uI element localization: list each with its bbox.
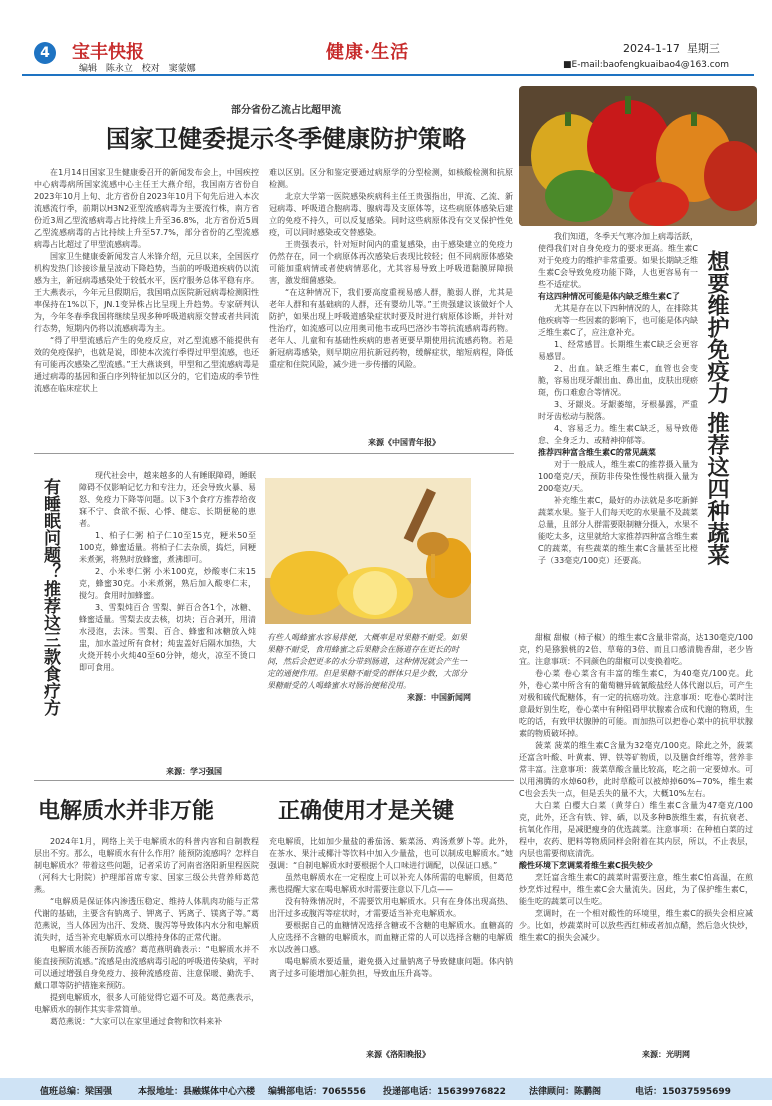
header-rule [22, 74, 754, 76]
article2-paragraph: 尤其是存在以下四种情况的人，在排除其他疾病等一些因素的影响下，也可能是体内缺乏维生素C了，应注意补充。 [538, 304, 698, 337]
article4-paragraph: 虽然电解质水在一定程度上可以补充人体所需的电解质，但葛范燕也提醒大家在喝电解质水时需要注意以下几点—— [269, 873, 513, 894]
footer-address: 本报地址：县融媒体中心六楼 [138, 1087, 256, 1097]
article2-title: 想要维护免疫力 推荐这四种蔬菜 [704, 250, 730, 566]
section-divider [34, 453, 514, 454]
article1-paragraph: 王贵强表示，针对短时间内的重复感染，由于感染建立的免疫力仍然存在，同一个病原体再次感染后表现比较轻；但不同病原体感染可能加重病情或者使病情恶化，尤其容易导致上呼吸道黏膜屏障损害，激发细菌感染。 [269, 240, 513, 285]
article4-paragraph: 葛范燕说：“大家可以在家里通过食物和饮料来补 [50, 1017, 223, 1026]
article2-vegetable-sweet-pepper: 甜椒 甜椒（柿子椒）的维生素C含量非常高，达130毫克/100克，约是猕猴桃的2倍、草莓的3倍、而且口感清脆香甜，老少皆宜。注意事项：不同颜色的甜椒可以变换着吃。 [519, 633, 753, 666]
photo-caption [267, 632, 471, 704]
article3-source: 来源：学习强国 [166, 767, 222, 776]
article4-paragraph: 要根据自己的血糖情况选择含糖或不含糖的电解质水。血糖高的人应选择不含糖的电解质水，而血糖正常的人可以选择含糖的电解质水以改善口感。 [269, 921, 513, 954]
article2-vegetable-cabbage: 卷心菜 卷心菜含有丰富的维生素C，为40毫克/100克。此外，卷心菜中所含有的葡萄糖异硫氰酸盐经人体代谢以后，可产生对极和硫代配糖体，有一定的抗癌功效。注意事项：吃卷心菜时注意最好别生吃，卷心菜中有种阻碍甲状腺素合成和代谢的物质，生吃的话，有致甲状腺肿的可能。而加热可以把卷心菜中的抗甲状腺素的物质破坏掉。 [519, 669, 753, 738]
article2-list-item: 3、牙龈炎。牙龈萎缩，牙根暴露，严重时牙齿松动与脱落。 [538, 400, 698, 421]
article4-source: 来源《洛阳晚报》 [366, 1050, 430, 1059]
article1-title: 国家卫健委提示冬季健康防护策略 [106, 124, 466, 153]
article3-recipe: 3、雪梨炖百合 雪梨、鲜百合各1个，冰糖、蜂蜜适量。雪梨去皮去核，切块；百合剥开，用清水浸泡，去沫。雪梨、百合、蜂蜜和冰糖放入炖盅，加水盖过所有食材；炖盅盖好后隔水加热，大火烧开转小火炖40至60分钟，熄火，凉至不烫口即可食用。 [79, 603, 256, 672]
masthead-logo: 宝丰快报 [72, 42, 144, 63]
footer-phone: 电话：15037595699 [635, 1087, 731, 1097]
article1-paragraph: “在这种情况下，我们要高度重视易感人群，脆弱人群，尤其是老年人群和有基础病的人群，还有婴幼儿等。”王贵强建议该做好个人防护，如果出现上呼吸道感染症状时要及时进行病原体诊断，并针对性治疗，如流感可以应用奥司他韦或玛巴洛沙韦等抗流感病毒药物。老年人、儿童和有基础性疾病的患者更要早期使用抗流感药物。若是新冠病毒感染，则早期应用抗新冠药物，缓解症状，缩短病程，降低重症和住院风险，减少进一步传播的风险。 [269, 288, 513, 369]
footer-legal-advisor: 法律顾问：陈鹏阁 [529, 1087, 602, 1097]
peppers-photo [519, 86, 757, 226]
article2-paragraph: 我们知道，冬季天气寒冷加上病毒活跃，使得我们对自身免疫力的要求更高。维生素C对于免疫力的维护非常重要。如果长期缺乏维生素C会导致免疫功能下降，人也更容易有一些不适症状。 [538, 232, 698, 289]
article2-list-item: 1、经常感冒。长期维生素C缺乏会更容易感冒。 [538, 340, 698, 361]
article4-paragraph: 电解质水能否预防流感？葛范燕明确表示：“电解质水并不能直接预防流感。”流感是由流感病毒引起的呼吸道传染病，平时可以通过增强自身免疫力、接种流感疫苗、注意保暖、勤洗手、戴口罩等防护措施来预防。 [34, 945, 259, 990]
article2-subheading: 酸性环境下烹调菜肴维生素C损失较少 [519, 861, 653, 870]
article1-paragraph: “得了甲型流感后产生的免疫反应，对乙型流感不能提供有效的免疫保护，也就是说，即使本次流行季得过甲型流感，也还有可能再次感染乙型流感。”王大燕谈到，甲型和乙型流感病毒是通过病毒的基因和蛋白序列特征加以区分的，它们造成的季节性流感在临床症状上 [34, 336, 259, 393]
article2-paragraph: 烹调时，在一个相对酸性的环境里，维生素C的损失会相应减少。比如，炒蔬菜时可以放些西红柿或者加点醋，然后急火快炒，维生素C的损失会减少。 [519, 909, 753, 942]
article4-paragraph: 喝电解质水要适量，避免摄入过量钠离子导致健康问题。体内钠离子过多可能增加心脏负担，导致血压升高等。 [269, 957, 513, 978]
article3-body [79, 470, 256, 764]
article2-list-item: 2、出血。缺乏维生素C，血管也会变脆，容易出现牙龈出血、鼻出血，皮肤出现瘀斑，伤口难愈合等情况。 [538, 364, 698, 397]
article1-source: 来源《中国青年报》 [368, 438, 440, 447]
section-title: 健康·生活 [326, 42, 410, 63]
footer-editor-in-charge: 值班总编：梁国强 [40, 1087, 113, 1097]
editor-name: 陈永立 [105, 64, 133, 74]
article1-paragraph: 在1月14日国家卫生健康委召开的新闻发布会上，中国疾控中心病毒病所国家流感中心主任王大燕介绍，我国南方省份自2023年10月上旬、北方省份自2023年10月下旬先后进入本次流感流行季，前期以H3N2亚型流感病毒为主要流行株，南方省份近3周乙型流感病毒占比持续上升至36.8%，北方省份近5周乙型流感病毒的占比持续上升至57.7%，部分省份的乙型流感病毒占比超过了甲型流感病毒。 [34, 168, 259, 249]
article2-col1 [538, 231, 698, 652]
article1-kicker: 部分省份乙流占比超甲流 [231, 105, 341, 116]
article4-title [38, 794, 598, 825]
article4-paragraph: “电解质是保证体内渗透压稳定、维持人体肌肉功能与正常代谢的基础，主要含有钠离子、钾离子、钙离子、镁离子等。”葛范燕说，当人体因为出汗、发烧、腹泻等导致体内水分和电解质流失时，适当补充电解质水可以维持身体的正常代谢。 [34, 897, 259, 942]
article3-recipe: 2、小米枣仁粥 小米100克，炒酸枣仁末15克，蜂蜜30克。小米煮粥，熟后加入酸枣仁末，搅匀。食用时加蜂蜜。 [79, 567, 256, 600]
page-number-badge: 4 [34, 42, 56, 64]
article2-list-item: 4、容易乏力。维生素C缺乏，易导致倦怠、全身乏力、或精神抑郁等。 [538, 424, 698, 445]
article4-title-part2: 正确使用才是关键 [278, 798, 455, 824]
caption-source: 来源：中国新闻网 [407, 693, 471, 702]
article1-paragraph: 北京大学第一医院感染疾病科主任王贵强指出，甲流、乙流、新冠病毒、呼吸道合胞病毒、腺病毒及支原体等，这些病原体感染后建立的免疫不持久，可以反复感染。同时这些病原体没有交叉保护性免疫，可以同时感染或交替感染。 [269, 192, 513, 237]
article2-vegetable-spinach: 菠菜 菠菜的维生素C含量为32毫克/100克。除此之外，菠菜还富含叶酸、叶黄素、钾、铁等矿物质，以及膳食纤维等，营养非常丰富。注意事项：菠菜草酸含量比较高，吃之前一定要焯水。可以用沸腾的水焯60秒，此时草酸可以被焯掉60%~70%，维生素C也会丢失一点，但是丢失的量不大，大概10%左右。 [519, 741, 753, 798]
issue-date [623, 40, 720, 56]
article2-vegetable-chinese-cabbage: 大白菜 白樱大白菜（黄芽白）维生素C含量为47毫克/100克，此外，还含有铁、锌、硒，以及多种B族维生素，有抗衰老、抗氧化作用，是减肥瘦身的优选蔬菜。注意事项：在种植白菜的过程中，农药、肥料等物质同样会附着在其内层，所以，不止表层，内层也需要彻底清洗。 [519, 801, 753, 858]
article3-paragraph: 现代社会中，越来越多的人有睡眠障碍，睡眠障碍不仅影响记忆力和专注力，还会导致火暴、易怒、免疫力下降等问题。以下3个食疗方推荐给夜寐不宁、食欲不振、心悸、健忘、长期便秘的患者。 [79, 471, 256, 528]
article4-title-part1: 电解质水并非万能 [38, 798, 215, 824]
caption-text: 有些人喝蜂蜜水容易排便，大概率是对果糖不耐受。如果果糖不耐受，食用蜂蜜之后果糖会在肠道存在更长的时间，然后会把更多的水分带到肠道，这种情况就会产生一定的通便作用。但是果糖不耐受的群体只是少数，大部分果糖耐受的人喝蜂蜜水对肠治便秘没用。 [267, 633, 467, 690]
article2-paragraph: 对于一般成人，维生素C的推荐摄入量为100毫克/天，预防非传染性慢性病摄入量为200毫克/天。 [538, 460, 698, 493]
article4-col1 [34, 836, 259, 1061]
footer-bar [0, 1078, 772, 1100]
article2-subheading: 有这四种情况可能是体内缺乏维生素C了 [538, 292, 680, 301]
honey-lemon-photo [265, 478, 471, 624]
article1-paragraph: 难以区别。区分和鉴定要通过病原学的分型检测，如核酸检测和抗原检测。 [269, 168, 513, 189]
article2-paragraph: 补充维生素C，最好的办法就是多吃新鲜蔬菜水果。鉴于人们每天吃的水果量不及蔬菜总量，且部分人群需要限制糖分摄入，水果不能吃太多，这里就给大家推荐四种富含维生素C的蔬菜，有些蔬菜的维生素C含量甚至比橙子（33毫克/100克）还要高。 [538, 496, 698, 565]
article3-title: 有睡眠问题？推荐这三款食疗方 [40, 478, 60, 716]
editor-label: 编辑 [79, 64, 98, 74]
article2-col2 [519, 632, 753, 1032]
editors-line [79, 61, 202, 74]
article4-col2 [269, 836, 513, 1044]
weekday-value: 星期三 [686, 42, 720, 55]
footer-editorial-phone: 编辑部电话：7065556 [268, 1087, 366, 1097]
footer-delivery-phone: 投递部电话：15639976822 [383, 1087, 506, 1097]
article3-recipe: 1、柏子仁粥 柏子仁10至15克，粳米50至100克，蜂蜜适量。将柏子仁去杂质，捣烂，同粳米煮粥，将熟时放蜂蜜，煮沸即可。 [79, 531, 256, 564]
article4-paragraph: 提到电解质水，很多人可能觉得它逼不可及。葛范燕表示，电解质水的制作其实非常简单。 [34, 993, 259, 1014]
article2-subheading: 推荐四种富含维生素C的常见蔬菜 [538, 448, 656, 457]
article2-source: 来源：光明网 [642, 1050, 690, 1059]
proof-name: 窦蒙娜 [168, 64, 196, 74]
article1-paragraph: 国家卫生健康委新闻发言人米锋介绍，元旦以来，全国医疗机构发热门诊接诊量呈波动下降趋势，当前的呼吸道疾病仍以流感为主，新冠病毒感染处于较低水平，医疗服务总体平稳有序。王大燕表示，今年元旦假期后，我国哨点医院新冠病毒检测阳性率保持在1%以下，JN.1变异株占比呈现上升趋势。专家研判认为，今年冬春季我国将继续呈现多种呼吸道病原交替或者共同流行态势，短期内仍将以流感病毒为主。 [34, 252, 259, 333]
email-line: ■E-mail:baofengkuaibao4@163.com [563, 60, 729, 70]
section-divider [34, 780, 514, 781]
peppers-illustration [519, 86, 757, 226]
proof-label: 校对 [141, 64, 160, 74]
honey-lemon-illustration [265, 478, 471, 624]
article4-paragraph: 2024年1月，网络上关于电解质水的科普内容和自制教程层出不穷。那么，电解质水有什么作用？能预防流感吗？怎样自制电解质水？带着这些问题，记者采访了河南省洛阳新里程医院（河科大七附院）护理部首席专家、国家三级公共营养师葛范燕。 [34, 837, 259, 894]
article1-col2 [269, 167, 513, 435]
article2-paragraph: 烹饪富含维生素C的蔬菜时需要注意，维生素C怕高温，在煎炒烹炸过程中，维生素C会大量流失。因此，为了保护维生素C，能生吃的蔬菜可以生吃。 [519, 873, 753, 906]
article4-paragraph: 充电解质，比如加少量盐的番茄汤、紫菜汤、鸡汤煮萝卜等。此外，在茶水、果汁或椰汁等饮料中加入少量盐，也可以制成电解质水。”她强调：“自制电解质水时要根据个人口味进行调配，以保证口感。” [269, 837, 513, 870]
article1-col1 [34, 167, 259, 479]
article4-paragraph: 没有特殊情况时，不需要饮用电解质水。只有在身体出现高热、出汗过多或腹泻等症状时，才需要适当补充电解质水。 [269, 897, 513, 918]
date-value: 2024-1-17 [623, 42, 680, 55]
